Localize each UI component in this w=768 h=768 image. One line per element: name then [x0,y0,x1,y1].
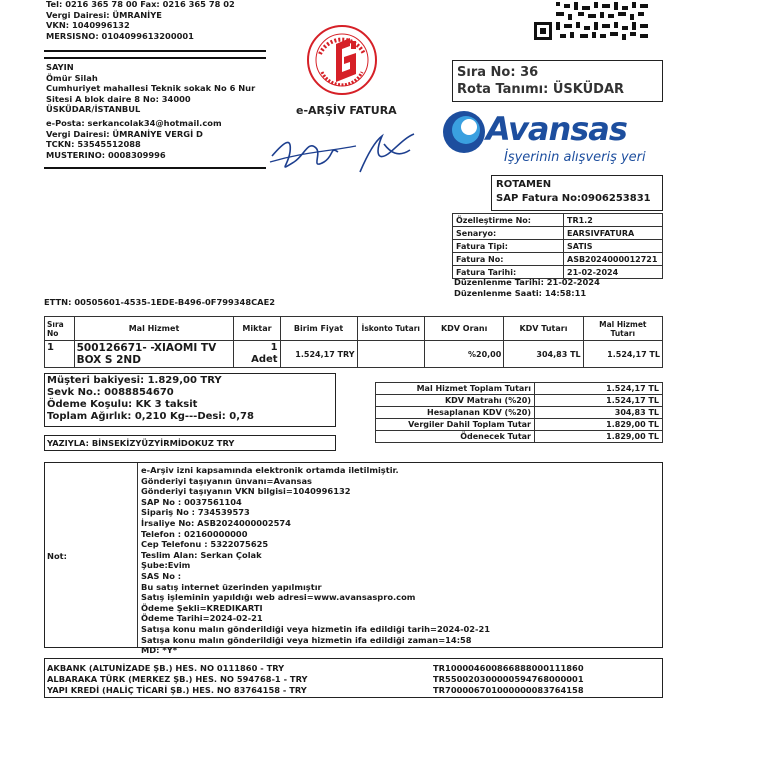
rota-tanimi: Rota Tanımı: ÜSKÜDAR [457,82,625,97]
col-kdv-tutari: KDV Tutarı [504,317,583,341]
buyer-tckn: TCKN: 53545512088 [46,139,141,150]
note-line: Telefon : 02160000000 [141,528,248,539]
note-line: Teslim Alan: Serkan Çolak [141,549,262,560]
buyer-divider-bottom [44,167,266,169]
earsiv-label: e-ARŞİV FATURA [296,104,397,117]
bank-name: YAPI KREDİ (HALİÇ TİCARİ ŞB.) HES. NO 83764158 - TRY [47,685,307,695]
meta-row: Fatura No: ASB2024000012721 [453,253,663,266]
items-table [44,316,663,368]
shipment-no: Sevk No.: 0088854670 [47,387,174,398]
note-line: SAS No : [141,570,182,581]
avansas-wordmark: Avansas [486,110,627,148]
totals-row: Hesaplanan KDV (%20) 304,83 TL [376,407,663,419]
buyer-name: Ömür Silah [46,72,98,83]
amount-in-words: YAZIYLA: BİNSEKİZYÜZYİRMİDOKUZ TRY [47,438,235,448]
table-row: 1 500126671- -XIAOMI TV BOX S 2ND 1 Adet 1.524,17 TRY %20,00 304,83 TL 1.524,17 TL [45,341,663,368]
seller-tax-office: Vergi Dairesi: ÜMRANİYE [46,9,162,20]
seller-mersis: MERSISNO: 0104099613200001 [46,30,194,41]
totals-row: Vergiler Dahil Toplam Tutar 1.829,00 TL [376,419,663,431]
meta-row: Fatura Tipi: SATIS [453,240,663,253]
qr-code [532,0,652,42]
buyer-info [46,62,255,160]
bank-iban: TR550020300000594768000001 [433,674,584,684]
note-line: Bu satış internet üzerinden yapılmıştır [141,581,322,592]
avansas-slogan: İşyerinin alışveriş yeri [504,150,646,165]
rotamen-title: ROTAMEN [496,179,552,190]
note-line: Sipariş No : 734539573 [141,507,250,518]
note-line: SAP No : 0037561104 [141,496,242,507]
signature-icon [264,122,424,178]
note-line: MD: *Y* [141,645,178,656]
totals-row: Mal Hizmet Toplam Tutarı 1.524,17 TL [376,383,663,395]
buyer-city: ÜSKÜDAR/İSTANBUL [46,104,141,115]
items-header-row [45,317,663,341]
notes-list [141,465,490,656]
customer-balance: Müşteri bakiyesi: 1.829,00 TRY [47,375,222,386]
invoice-meta-table [452,213,663,279]
issue-date: Düzenlenme Tarihi: 21-02-2024 [454,277,600,287]
route-box [452,60,663,102]
notes-label: Not: [47,551,67,561]
seller-phone: Tel: 0216 365 78 00 Fax: 0216 365 78 02 [46,0,235,9]
note-line: Satış işleminin yapıldığı web adresi=www.avansaspro.com [141,592,416,603]
payment-terms: Ödeme Koşulu: KK 3 taksit [47,399,198,410]
amount-in-words-box [44,435,336,451]
qr-code-icon [532,0,652,42]
buyer-address-2: Sitesi A blok daire 8 No: 34000 [46,93,191,104]
avansas-globe-icon [442,110,486,154]
bank-name: ALBARAKA TÜRK (MERKEZ ŞB.) HES. NO 594768-1 - TRY [47,674,308,684]
notes-box [44,462,663,656]
note-line: Ödeme Şekli=KREDIKARTI [141,602,263,613]
note-line: Ödeme Tarihi=2024-02-21 [141,613,263,624]
buyer-tax-office: Vergi Dairesi: ÜMRANİYE VERGİ D [46,128,203,139]
note-line: e-Arşiv izni kapsamında elektronik ortamda iletilmiştir. [141,465,399,475]
bank-iban: TR100004600866888000111860 [433,663,584,673]
gib-seal-icon [306,24,378,96]
col-iskonto: İskonto Tutarı [357,317,424,341]
note-line: Gönderiyi taşıyanın VKN bilgisi=1040996132 [141,486,351,497]
note-line: Cep Telefonu : 5322075625 [141,539,269,550]
rotamen-box [491,175,663,211]
meta-row: Fatura Tarihi: 21-02-2024 [453,266,663,279]
ettn: ETTN: 00505601-4535-1EDE-B496-0F799348CAE2 [44,297,276,307]
col-mal-hizmet: Mal Hizmet [74,317,234,341]
sap-invoice-no: SAP Fatura No:0906253831 [496,193,651,204]
buyer-customer-no: MUSTERINO: 0008309996 [46,149,166,160]
seller-vkn: VKN: 1040996132 [46,20,130,31]
buyer-address-1: Cumhuriyet mahallesi Teknik sokak No 6 Nur [46,83,256,94]
meta-row: Özelleştirme No: TR1.2 [453,214,663,227]
totals-table [375,382,663,443]
summary-box [44,373,336,427]
col-sira: Sıra No [45,317,75,341]
meta-row: Senaryo: EARSIVFATURA [453,227,663,240]
note-line: Şube:Evim [141,560,191,571]
item-qty: 1 [270,342,278,353]
bank-name: AKBANK (ALTUNİZADE ŞB.) HES. NO 0111860 - TRY [47,663,285,673]
seller-info [46,0,235,41]
note-line: Satışa konu malın gönderildiği veya hizmetin ifa edildiği tarih=2024-02-21 [141,623,491,634]
banks-box [44,658,663,698]
col-mal-hizmet-tutari: Mal Hizmet Tutarı [583,317,662,341]
note-line: Gönderiyi taşıyanın ünvanı=Avansas [141,475,312,486]
note-line: İrsaliye No: ASB2024000002574 [141,517,291,528]
item-unit: Adet [251,354,278,365]
col-kdv-orani: KDV Oranı [425,317,504,341]
totals-row: Ödenecek Tutar 1.829,00 TL [376,431,663,443]
issue-time: Düzenlenme Saati: 14:58:11 [454,288,587,298]
col-birim-fiyat: Birim Fiyat [280,317,357,341]
note-line: Satışa konu malın gönderildiği veya hizmetin ifa edildiği zaman=14:58 [141,634,472,645]
buyer-salutation: SAYIN [46,62,74,72]
sira-no: Sıra No: 36 [457,65,539,80]
buyer-email: e-Posta: serkancolak34@hotmail.com [46,117,222,128]
totals-row: KDV Matrahı (%20) 1.524,17 TL [376,395,663,407]
col-miktar: Miktar [234,317,280,341]
buyer-divider-top [44,57,266,59]
total-weight: Toplam Ağırlık: 0,210 Kg---Desi: 0,78 [47,411,254,422]
avansas-logo [442,110,658,168]
seller-divider [44,50,266,52]
bank-iban: TR700006701000000083764158 [433,685,584,695]
gib-logo [306,24,378,96]
